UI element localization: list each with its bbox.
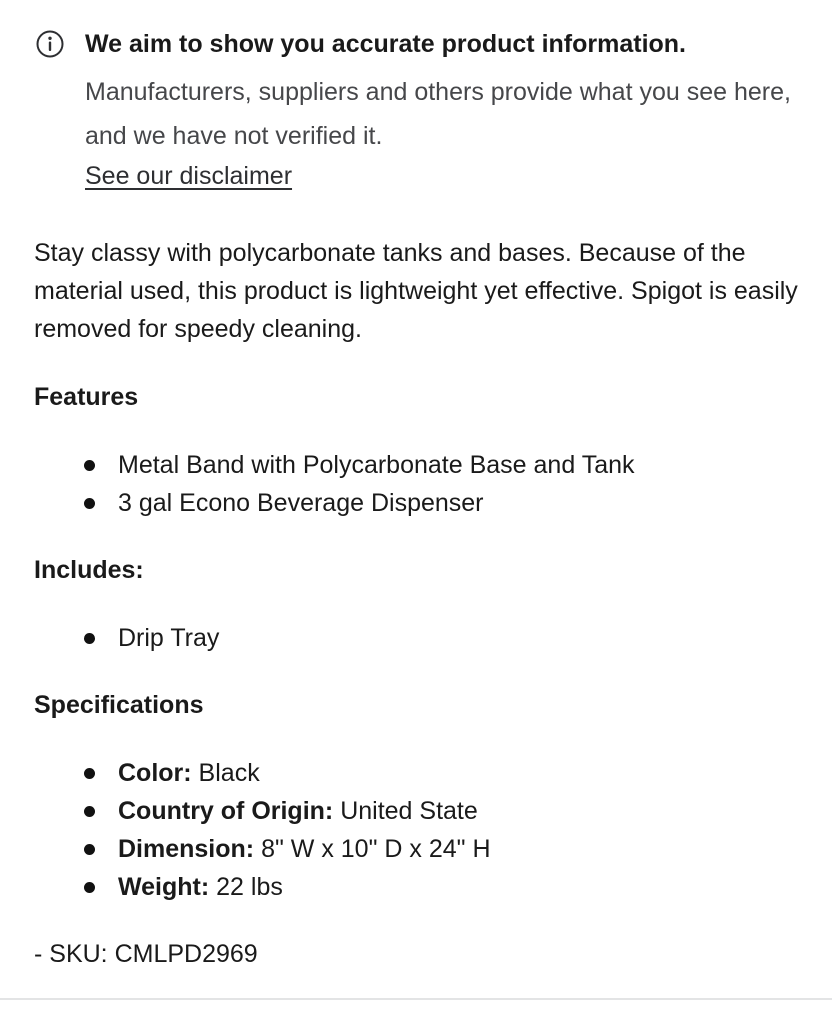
includes-list (84, 619, 804, 657)
features-heading: Features (34, 383, 139, 411)
sku-text: - SKU: CMLPD2969 (34, 940, 258, 968)
specifications-list (84, 754, 804, 906)
list-item: 3 gal Econo Beverage Dispenser (84, 484, 804, 522)
list-item: Drip Tray (84, 619, 804, 657)
product-description: Stay classy with polycarbonate tanks and bases. Because of the material used, this product is lightweight yet effective. Spigot is easily removed for speedy cleaning. (34, 239, 798, 343)
spec-item-country (84, 792, 804, 830)
notice-body: Manufacturers, suppliers and others provide what you see here, and we have not verified it. (85, 78, 791, 150)
info-icon (36, 30, 64, 58)
spec-label: Country of Origin: (118, 797, 334, 825)
spec-value: Black (191, 759, 260, 787)
list-item: Metal Band with Polycarbonate Base and Tank (84, 446, 804, 484)
spec-label: Weight: (118, 873, 210, 901)
spec-value: United State (333, 797, 478, 825)
divider (0, 998, 832, 1000)
see-disclaimer-link[interactable]: See our disclaimer (85, 162, 293, 190)
spec-label: Color: (118, 759, 192, 787)
features-list (84, 446, 804, 522)
spec-value: 8" W x 10" D x 24" H (254, 835, 491, 863)
spec-value: 22 lbs (209, 873, 283, 901)
spec-item-weight (84, 868, 804, 906)
spec-item-dimension (84, 830, 804, 868)
spec-label: Dimension: (118, 835, 255, 863)
spec-item-color (84, 754, 804, 792)
specifications-heading: Specifications (34, 691, 204, 719)
notice-title: We aim to show you accurate product information. (85, 30, 687, 58)
includes-heading: Includes: (34, 556, 144, 584)
